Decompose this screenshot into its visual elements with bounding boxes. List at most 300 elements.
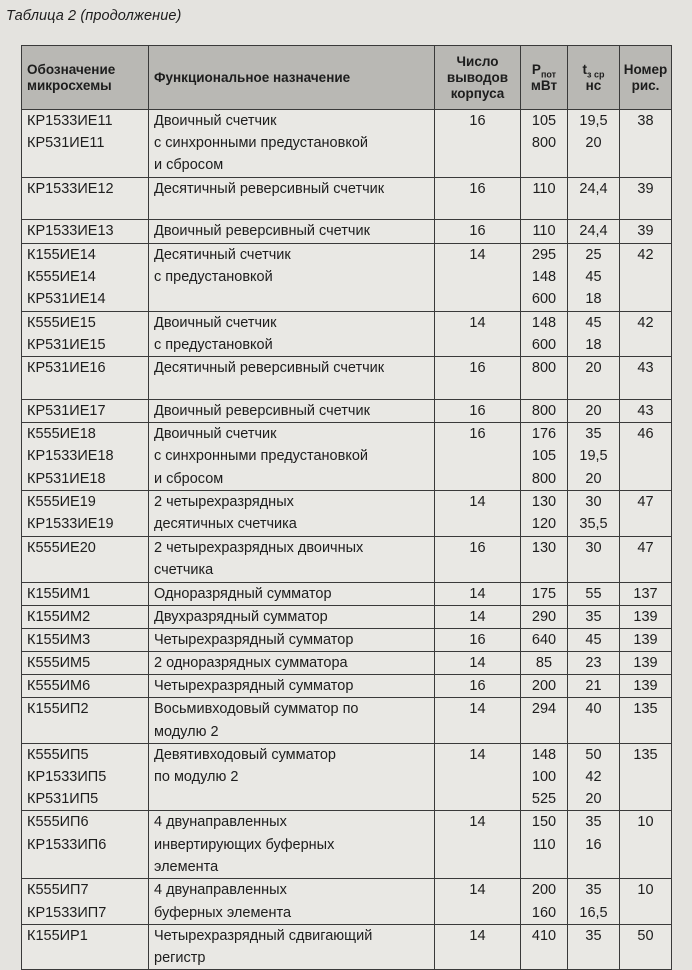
function-line: и сбросом — [154, 470, 224, 487]
delay-value: 40 — [585, 701, 602, 718]
cell-function — [149, 675, 435, 698]
delay-value: 20 — [585, 359, 602, 376]
cell-power — [521, 399, 568, 422]
pins-value: 14 — [469, 882, 486, 899]
power-value: 600 — [531, 336, 557, 353]
function-line: с синхронными предустановкой — [154, 135, 368, 152]
power-value: 200 — [531, 882, 557, 899]
power-value: 105 — [531, 113, 557, 129]
figure-value: 135 — [633, 701, 658, 718]
pins-value: 14 — [469, 494, 486, 511]
function-line: Восьмивходовый сумматор по — [154, 701, 359, 718]
table-row — [22, 110, 672, 178]
cell-function — [149, 423, 435, 491]
power-value: 110 — [532, 180, 556, 197]
function-line: по модулю 2 — [154, 769, 239, 785]
cell-power — [521, 675, 568, 698]
cell-figure — [620, 582, 672, 605]
cell-delay — [568, 243, 620, 311]
power-value: 800 — [531, 402, 557, 419]
delay-value: 21 — [585, 678, 602, 695]
figure-value: 46 — [637, 426, 654, 443]
header-row — [22, 46, 672, 110]
cell-designation — [22, 605, 149, 628]
pins-value: 16 — [469, 402, 486, 419]
delay-value: 16 — [585, 836, 602, 853]
cell-figure — [620, 219, 672, 243]
function-line: Двоичный счетчик — [154, 426, 277, 443]
power-value: 600 — [531, 290, 557, 307]
table-row — [22, 399, 672, 422]
header-pins: Число выводов корпуса — [435, 46, 521, 110]
delay-value: 30 — [585, 540, 602, 557]
power-value: 800 — [531, 470, 557, 487]
figure-value: 43 — [637, 359, 654, 376]
figure-value: 42 — [637, 314, 654, 331]
delay-value: 24,4 — [579, 180, 608, 197]
figure-value: 39 — [637, 222, 654, 239]
cell-designation — [22, 698, 149, 743]
chip-name: К555ИП5 — [27, 746, 89, 763]
cell-pins — [435, 537, 521, 582]
delay-value: 30 — [585, 494, 602, 511]
pins-value: 14 — [469, 701, 486, 718]
cell-pins — [435, 628, 521, 651]
cell-designation — [22, 537, 149, 582]
cell-figure — [620, 811, 672, 879]
table-row — [22, 924, 672, 969]
function-line: счетчика — [154, 562, 214, 579]
chip-name: КР1533ИЕ19 — [27, 516, 114, 533]
function-line: инвертирующих буферных — [154, 836, 335, 853]
table-row — [22, 628, 672, 651]
cell-designation — [22, 582, 149, 605]
figure-value: 135 — [633, 746, 658, 763]
cell-delay — [568, 110, 620, 178]
table-row — [22, 311, 672, 356]
table-row — [22, 177, 672, 219]
chip-name: КР531ИЕ11 — [27, 135, 105, 152]
delay-value: 19,5 — [579, 448, 608, 465]
function-line: Двоичный реверсивный счетчик — [154, 222, 370, 239]
cell-pins — [435, 110, 521, 178]
header-designation: Обозначение микросхемы — [22, 46, 149, 110]
cell-power — [521, 219, 568, 243]
delay-value: 35,5 — [579, 516, 608, 533]
cell-power — [521, 652, 568, 675]
chip-name: К555ИМ5 — [27, 655, 91, 672]
table-row — [22, 243, 672, 311]
cell-designation — [22, 356, 149, 399]
power-value: 110 — [532, 222, 556, 239]
function-line: Десятичный счетчик — [154, 246, 291, 263]
power-value: 150 — [531, 814, 557, 831]
cell-figure — [620, 491, 672, 537]
figure-value: 42 — [637, 246, 654, 263]
cell-designation — [22, 652, 149, 675]
cell-delay — [568, 605, 620, 628]
cell-figure — [620, 243, 672, 311]
cell-power — [521, 924, 568, 969]
chip-name: КР531ИЕ14 — [27, 290, 106, 307]
cell-designation — [22, 879, 149, 924]
figure-value: 38 — [637, 113, 654, 129]
pins-value: 14 — [469, 314, 486, 331]
figure-value: 139 — [633, 678, 658, 695]
cell-delay — [568, 177, 620, 219]
chip-name: К155ИП2 — [27, 701, 89, 718]
function-line: десятичных счетчика — [154, 516, 297, 533]
figure-value: 47 — [637, 540, 654, 557]
cell-figure — [620, 743, 672, 811]
chip-name: КР1533ИЕ18 — [27, 448, 114, 465]
cell-delay — [568, 537, 620, 582]
pins-value: 16 — [469, 359, 486, 376]
delay-value: 20 — [585, 470, 602, 487]
cell-power — [521, 628, 568, 651]
chip-name: КР1533ИЕ13 — [27, 222, 114, 239]
power-value: 148 — [531, 314, 557, 331]
cell-pins — [435, 652, 521, 675]
cell-pins — [435, 605, 521, 628]
pins-value: 16 — [469, 426, 486, 443]
function-line: и сбросом — [154, 157, 224, 174]
cell-figure — [620, 652, 672, 675]
function-line: Девятивходовый сумматор — [154, 746, 336, 763]
cell-pins — [435, 811, 521, 879]
pins-value: 16 — [469, 180, 486, 197]
delay-value: 35 — [585, 426, 602, 443]
figure-value: 139 — [633, 631, 658, 648]
header-power: $P_{пот}$ мВт — [521, 46, 568, 110]
function-line: Двоичный счетчик — [154, 113, 277, 129]
power-value: 176 — [531, 426, 557, 443]
table-row — [22, 423, 672, 491]
figure-value: 10 — [637, 882, 654, 899]
chip-name: К155ИМ3 — [27, 631, 91, 648]
figure-value: 47 — [637, 494, 654, 511]
delay-value: 45 — [585, 631, 602, 648]
table-row — [22, 491, 672, 537]
cell-delay — [568, 743, 620, 811]
power-value: 200 — [531, 678, 557, 695]
figure-value: 50 — [637, 927, 654, 944]
chip-name: КР531ИЕ16 — [27, 359, 106, 376]
cell-designation — [22, 177, 149, 219]
cell-function — [149, 399, 435, 422]
function-line: 2 четырехразрядных двоичных — [154, 540, 364, 557]
chip-name: К555ИЕ14 — [27, 268, 96, 285]
chip-name: К555ИМ6 — [27, 678, 91, 695]
chip-name: К555ИП6 — [27, 814, 89, 831]
cell-figure — [620, 110, 672, 178]
delay-value: 42 — [585, 769, 602, 785]
function-line: с предустановкой — [154, 268, 273, 285]
figure-value: 137 — [633, 585, 658, 602]
cell-function — [149, 177, 435, 219]
cell-function — [149, 110, 435, 178]
cell-figure — [620, 605, 672, 628]
cell-power — [521, 811, 568, 879]
figure-value: 39 — [637, 180, 654, 197]
pins-value: 16 — [469, 678, 486, 695]
chip-name: К555ИП7 — [27, 882, 89, 899]
figure-value: 139 — [633, 655, 658, 672]
chip-name: КР1533ИЕ12 — [27, 180, 114, 197]
table-row — [22, 219, 672, 243]
cell-function — [149, 743, 435, 811]
figure-value: 10 — [637, 814, 654, 831]
power-value: 110 — [532, 836, 556, 853]
power-value: 130 — [531, 540, 557, 557]
table-row — [22, 675, 672, 698]
cell-pins — [435, 423, 521, 491]
cell-power — [521, 356, 568, 399]
pins-value: 14 — [469, 246, 486, 263]
cell-figure — [620, 537, 672, 582]
power-value: 294 — [531, 701, 557, 718]
delay-value: 16,5 — [579, 904, 608, 921]
cell-designation — [22, 399, 149, 422]
pins-value: 14 — [469, 608, 486, 625]
pins-value: 14 — [469, 746, 486, 763]
cell-power — [521, 491, 568, 537]
pins-value: 14 — [469, 814, 486, 831]
power-value: 148 — [531, 268, 557, 285]
cell-designation — [22, 110, 149, 178]
chip-name: КР531ИЕ17 — [27, 402, 106, 419]
header-delay: $t_{з ср}$ нс — [568, 46, 620, 110]
function-line: Десятичный реверсивный счетчик — [154, 359, 385, 376]
function-line: с предустановкой — [154, 336, 273, 353]
delay-value: 45 — [585, 268, 602, 285]
function-line: элемента — [154, 858, 219, 875]
cell-designation — [22, 811, 149, 879]
cell-delay — [568, 491, 620, 537]
chip-name: КР531ИЕ18 — [27, 470, 106, 487]
chip-name: К555ИЕ15 — [27, 314, 96, 331]
cell-designation — [22, 491, 149, 537]
chip-name: КР531ИЕ15 — [27, 336, 106, 353]
cell-power — [521, 582, 568, 605]
cell-function — [149, 924, 435, 969]
cell-figure — [620, 628, 672, 651]
pins-value: 14 — [469, 585, 486, 602]
delay-value: 55 — [585, 585, 602, 602]
function-line: Двоичный реверсивный счетчик — [154, 402, 370, 419]
function-line: Четырехразрядный сдвигающий — [154, 927, 373, 944]
cell-delay — [568, 652, 620, 675]
power-value: 525 — [531, 791, 557, 808]
cell-delay — [568, 582, 620, 605]
cell-delay — [568, 356, 620, 399]
power-value: 295 — [531, 246, 557, 263]
cell-designation — [22, 423, 149, 491]
table-caption: Таблица 2 (продолжение) — [6, 8, 182, 24]
cell-power — [521, 698, 568, 743]
cell-pins — [435, 177, 521, 219]
cell-power — [521, 879, 568, 924]
cell-pins — [435, 582, 521, 605]
chip-name: КР1533ИП7 — [27, 904, 107, 921]
cell-pins — [435, 243, 521, 311]
delay-value: 20 — [585, 135, 602, 152]
cell-designation — [22, 743, 149, 811]
cell-pins — [435, 399, 521, 422]
cell-designation — [22, 311, 149, 356]
cell-designation — [22, 628, 149, 651]
cell-power — [521, 605, 568, 628]
cell-function — [149, 628, 435, 651]
figure-value: 139 — [633, 608, 658, 625]
cell-function — [149, 605, 435, 628]
chip-name: К155ИР1 — [27, 927, 88, 944]
delay-value: 35 — [585, 927, 602, 944]
function-line: Десятичный реверсивный счетчик — [154, 180, 385, 197]
cell-delay — [568, 879, 620, 924]
delay-value: 35 — [585, 814, 602, 831]
delay-value: 20 — [585, 402, 602, 419]
delay-value: 45 — [585, 314, 602, 331]
chip-name: К155ИЕ14 — [27, 246, 96, 263]
cell-power — [521, 423, 568, 491]
cell-function — [149, 811, 435, 879]
figure-value: 43 — [637, 402, 654, 419]
cell-figure — [620, 177, 672, 219]
cell-function — [149, 582, 435, 605]
chip-name: К155ИМ2 — [27, 608, 91, 625]
delay-value: 24,4 — [579, 222, 608, 239]
cell-pins — [435, 698, 521, 743]
cell-function — [149, 219, 435, 243]
cell-delay — [568, 698, 620, 743]
cell-delay — [568, 628, 620, 651]
cell-delay — [568, 399, 620, 422]
cell-designation — [22, 243, 149, 311]
table-row — [22, 537, 672, 582]
function-line: модулю 2 — [154, 723, 219, 740]
chip-name: КР531ИП5 — [27, 791, 99, 808]
pins-value: 16 — [469, 631, 486, 648]
function-line: Четырехразрядный сумматор — [154, 678, 354, 695]
cell-pins — [435, 491, 521, 537]
function-line: регистр — [154, 949, 206, 966]
pins-value: 14 — [469, 655, 486, 672]
delay-value: 18 — [585, 336, 602, 353]
cell-power — [521, 177, 568, 219]
chip-name: К555ИЕ18 — [27, 426, 96, 443]
cell-delay — [568, 811, 620, 879]
function-line: буферных элемента — [154, 904, 292, 921]
function-line: Одноразрядный сумматор — [154, 585, 332, 602]
power-value: 175 — [531, 585, 557, 602]
table-row — [22, 743, 672, 811]
table-row — [22, 582, 672, 605]
cell-function — [149, 537, 435, 582]
power-value: 85 — [535, 655, 553, 672]
cell-power — [521, 110, 568, 178]
chip-table — [21, 45, 672, 970]
power-value: 130 — [531, 494, 557, 511]
delay-value: 50 — [585, 746, 602, 763]
pins-value: 16 — [469, 540, 486, 557]
cell-figure — [620, 399, 672, 422]
table-row — [22, 356, 672, 399]
cell-function — [149, 311, 435, 356]
cell-pins — [435, 924, 521, 969]
header-figure: Номер рис. — [620, 46, 672, 110]
chip-name: КР1533ИЕ11 — [27, 113, 113, 129]
power-value: 100 — [531, 769, 557, 785]
cell-power — [521, 311, 568, 356]
function-line: 4 двунаправленных — [154, 814, 287, 831]
delay-value: 18 — [585, 290, 602, 307]
chip-name: КР1533ИП6 — [27, 836, 107, 853]
delay-value: 25 — [585, 246, 602, 263]
cell-designation — [22, 675, 149, 698]
cell-figure — [620, 423, 672, 491]
cell-designation — [22, 219, 149, 243]
cell-delay — [568, 924, 620, 969]
cell-delay — [568, 675, 620, 698]
header-function: Функциональное назначение — [149, 46, 435, 110]
power-value: 410 — [531, 927, 557, 944]
delay-value: 19,5 — [579, 113, 608, 129]
cell-figure — [620, 879, 672, 924]
cell-power — [521, 743, 568, 811]
chip-name: К155ИМ1 — [27, 585, 91, 602]
cell-function — [149, 243, 435, 311]
function-line: Двухразрядный сумматор — [154, 608, 328, 625]
function-line: 4 двунаправленных — [154, 882, 287, 899]
power-value: 148 — [531, 746, 557, 763]
power-value: 640 — [531, 631, 557, 648]
cell-figure — [620, 675, 672, 698]
function-line: Четырехразрядный сумматор — [154, 631, 354, 648]
cell-pins — [435, 743, 521, 811]
table-row — [22, 698, 672, 743]
table-row — [22, 811, 672, 879]
power-value: 290 — [531, 608, 557, 625]
chip-name: КР1533ИП5 — [27, 769, 107, 785]
chip-name: К555ИЕ20 — [27, 540, 96, 557]
function-line: 2 четырехразрядных — [154, 494, 294, 511]
delay-value: 35 — [585, 608, 602, 625]
delay-value: 23 — [585, 655, 602, 672]
cell-designation — [22, 924, 149, 969]
cell-delay — [568, 311, 620, 356]
cell-function — [149, 698, 435, 743]
cell-pins — [435, 879, 521, 924]
function-line: Двоичный счетчик — [154, 314, 277, 331]
function-line: с синхронными предустановкой — [154, 448, 368, 465]
pins-value: 16 — [469, 222, 486, 239]
cell-power — [521, 243, 568, 311]
cell-function — [149, 879, 435, 924]
function-line: 2 одноразрядных сумматора — [154, 655, 348, 672]
table-row — [22, 652, 672, 675]
cell-function — [149, 652, 435, 675]
cell-pins — [435, 356, 521, 399]
cell-power — [521, 537, 568, 582]
cell-delay — [568, 423, 620, 491]
pins-value: 14 — [469, 927, 486, 944]
delay-value: 35 — [585, 882, 602, 899]
table-row — [22, 605, 672, 628]
chip-name: К555ИЕ19 — [27, 494, 96, 511]
pins-value: 16 — [469, 113, 486, 129]
power-value: 160 — [531, 904, 557, 921]
